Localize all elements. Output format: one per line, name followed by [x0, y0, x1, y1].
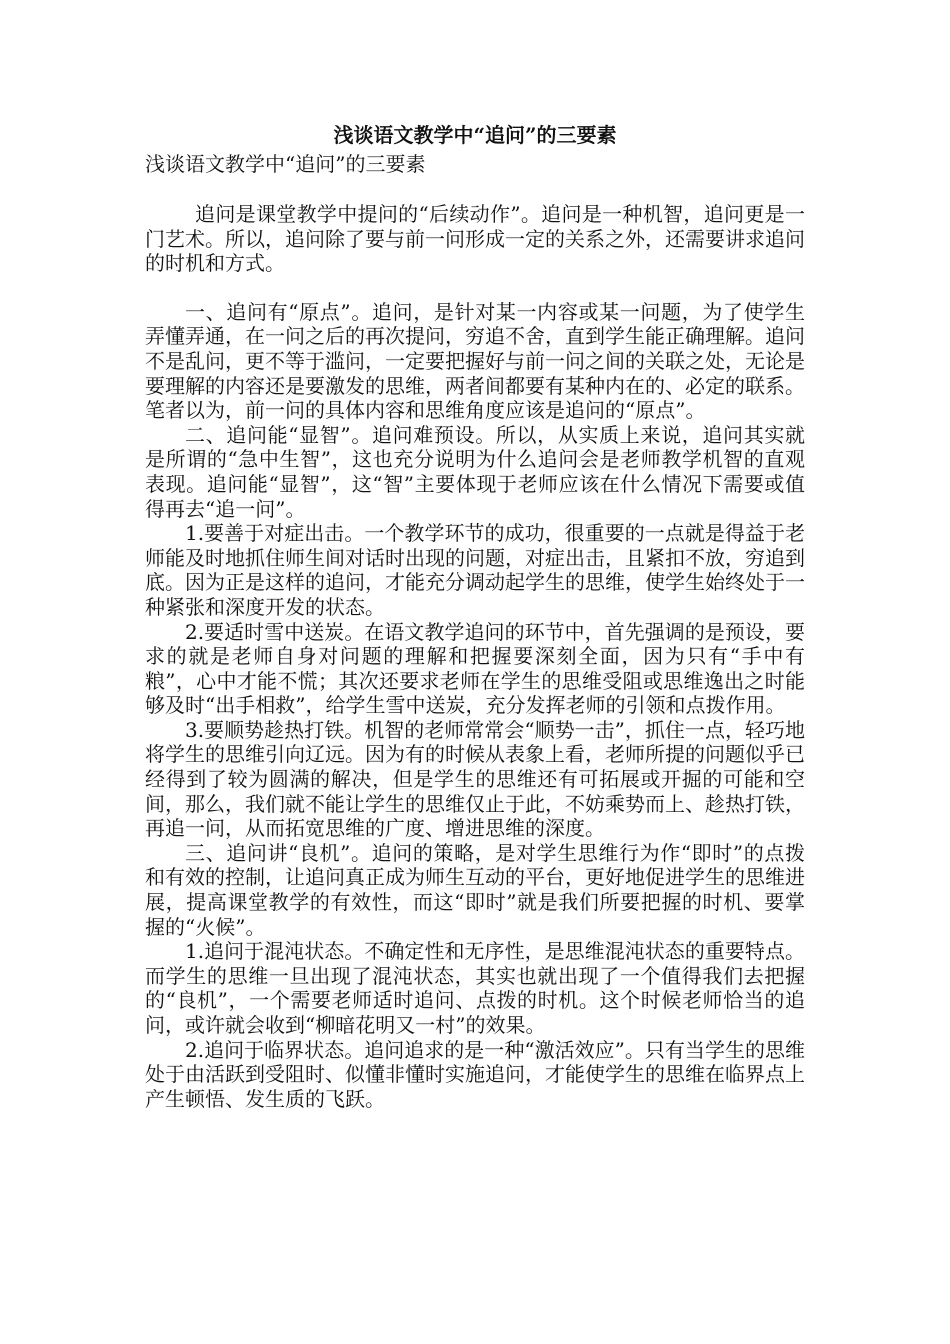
- section-2-point-3: 3.要顺势趁热打铁。机智的老师常常会“顺势一击”，抓住一点，轻巧地将学生的思维引向辽远。因为有的时候从表象上看，老师所提的问题似乎已经得到了较为圆满的解决，但是学生的思维还有可拓展或开掘的可能和空间，那么，我们就不能让学生的思维仅止于此，不妨乘势而上、趁热打铁，再追一问，从而拓宽思维的广度、增进思维的深度。: [145, 717, 805, 841]
- document-subtitle: 浅谈语文教学中“追问”的三要素: [145, 152, 426, 176]
- document-page: [145, 120, 805, 1111]
- section-3-point-1: 1.追问于混沌状态。不确定性和无序性，是思维混沌状态的重要特点。而学生的思维一旦出现了混沌状态，其实也就出现了一个值得我们去把握的“良机”，一个需要老师适时追问、点拨的时机。这个时候老师恰当的追问，或许就会收到“柳暗花明又一村”的效果。: [145, 939, 805, 1037]
- spacer: [145, 178, 805, 202]
- intro-paragraph: 追问是课堂教学中提问的“后续动作”。追问是一种机智，追问更是一门艺术。所以，追问除了要与前一问形成一定的关系之外，还需要讲求追问的时机和方式。: [145, 202, 805, 276]
- section-2-point-2: 2.要适时雪中送炭。在语文教学追问的环节中，首先强调的是预设，要求的就是老师自身对问题的理解和把握要深刻全面，因为只有“手中有粮”，心中才能不慌；其次还要求老师在学生的思维受阻或思维逸出之时能够及时“出手相救”，给学生雪中送炭，充分发挥老师的引领和点拨作用。: [145, 619, 805, 718]
- document-title: 浅谈语文教学中“追问”的三要素: [333, 123, 617, 147]
- section-1-paragraph: 一、追问有“原点”。追问，是针对某一内容或某一问题，为了使学生弄懂弄通，在一问之后的再次提问，穷追不舍，直到学生能正确理解。追问不是乱问，更不等于滥问，一定要把握好与前一问之间的关联之处，无论是要理解的内容还是要激发的思维，两者间都要有某种内在的、必定的联系。笔者以为，前一问的具体内容和思维角度应该是追问的“原点”。: [145, 299, 805, 423]
- section-2-point-1: 1.要善于对症出击。一个教学环节的成功，很重要的一点就是得益于老师能及时地抓住师生间对话时出现的问题，对症出击，且紧扣不放，穷追到底。因为正是这样的追问，才能充分调动起学生的思维，使学生始终处于一种紧张和深度开发的状态。: [145, 521, 805, 619]
- section-3-point-2: 2.追问于临界状态。追问追求的是一种“激活效应”。只有当学生的思维处于由活跃到受阻时、似懂非懂时实施追问，才能使学生的思维在临界点上产生顿悟、发生质的飞跃。: [145, 1037, 805, 1111]
- spacer: [145, 276, 805, 300]
- section-2-paragraph: 二、追问能“显智”。追问难预设。所以，从实质上来说，追问其实就是所谓的“急中生智”，这也充分说明为什么追问会是老师教学机智的直观表现。追问能“显智”，这“智”主要体现于老师应该在什么情况下需要或值得再去“追一问”。: [145, 422, 805, 521]
- section-3-paragraph: 三、追问讲“良机”。追问的策略，是对学生思维行为作“即时”的点拨和有效的控制，让追问真正成为师生互动的平台，更好地促进学生的思维进展，提高课堂教学的有效性，而这“即时”就是我们所要把握的时机、要掌握的“火候”。: [145, 840, 805, 939]
